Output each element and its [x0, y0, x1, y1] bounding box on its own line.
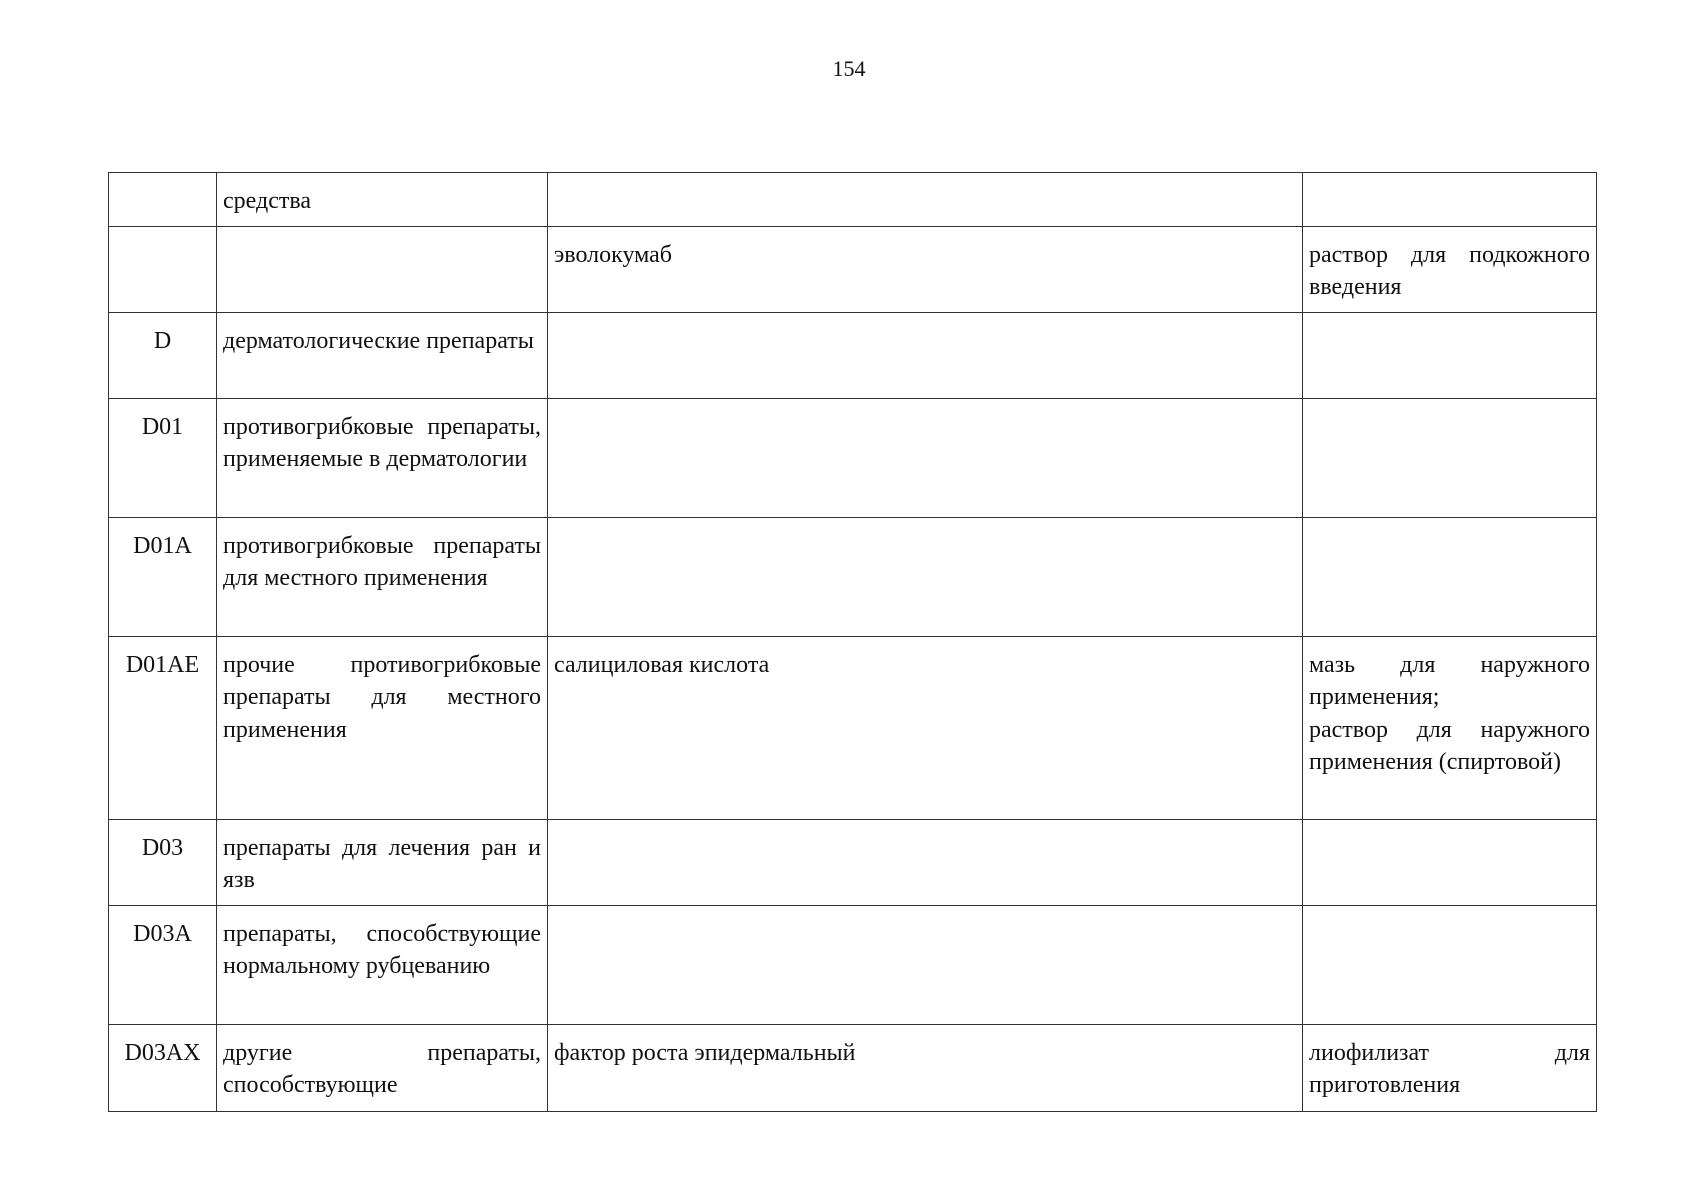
atc-code-cell: D01AE	[109, 636, 217, 819]
table-row	[109, 226, 1597, 312]
table-row	[109, 398, 1597, 517]
atc-code-cell: D	[109, 312, 217, 398]
table-row	[109, 173, 1597, 227]
drug-name-cell	[548, 819, 1303, 905]
drug-name-cell	[548, 517, 1303, 636]
table-row	[109, 636, 1597, 819]
atc-code-cell: D03AX	[109, 1024, 217, 1111]
table-row	[109, 517, 1597, 636]
page-number: 154	[832, 56, 866, 81]
dosage-form-cell	[1303, 819, 1597, 905]
group-name-cell: противогрибковые препараты, применяемые в дерматологии	[217, 398, 548, 517]
atc-code-cell: D01	[109, 398, 217, 517]
dosage-form-cell	[1303, 517, 1597, 636]
atc-code-cell: D03	[109, 819, 217, 905]
table-row	[109, 1024, 1597, 1111]
drug-name-cell: эволокумаб	[548, 226, 1303, 312]
dosage-form-cell: раствор для подкожного введения	[1303, 226, 1597, 312]
atc-code-cell: D01A	[109, 517, 217, 636]
dosage-form-cell	[1303, 905, 1597, 1024]
drug-name-cell	[548, 905, 1303, 1024]
dosage-form-cell	[1303, 312, 1597, 398]
dosage-form-cell: мазь для наружного применения; раствор для наружного применения (спиртовой)	[1303, 636, 1597, 819]
dosage-form-cell	[1303, 398, 1597, 517]
drug-classification-table	[108, 172, 1597, 1112]
atc-code-cell	[109, 173, 217, 227]
drug-name-cell	[548, 173, 1303, 227]
atc-code-cell: D03A	[109, 905, 217, 1024]
dosage-form-cell	[1303, 173, 1597, 227]
group-name-cell	[217, 226, 548, 312]
atc-code-cell	[109, 226, 217, 312]
drug-name-cell: салициловая кислота	[548, 636, 1303, 819]
drug-name-cell	[548, 312, 1303, 398]
drug-name-cell	[548, 398, 1303, 517]
drug-name-cell: фактор роста эпидермальный	[548, 1024, 1303, 1111]
group-name-cell: другие препараты, способствующие	[217, 1024, 548, 1111]
table-row	[109, 312, 1597, 398]
dosage-form-cell: лиофилизат для приготовления	[1303, 1024, 1597, 1111]
table-row	[109, 819, 1597, 905]
group-name-cell: противогрибковые препараты для местного применения	[217, 517, 548, 636]
group-name-cell: дерматологические препараты	[217, 312, 548, 398]
table-row	[109, 905, 1597, 1024]
group-name-cell: препараты, способствующие нормальному рубцеванию	[217, 905, 548, 1024]
group-name-cell: препараты для лечения ран и язв	[217, 819, 548, 905]
group-name-cell: прочие противогрибковые препараты для местного применения	[217, 636, 548, 819]
group-name-cell: средства	[217, 173, 548, 227]
